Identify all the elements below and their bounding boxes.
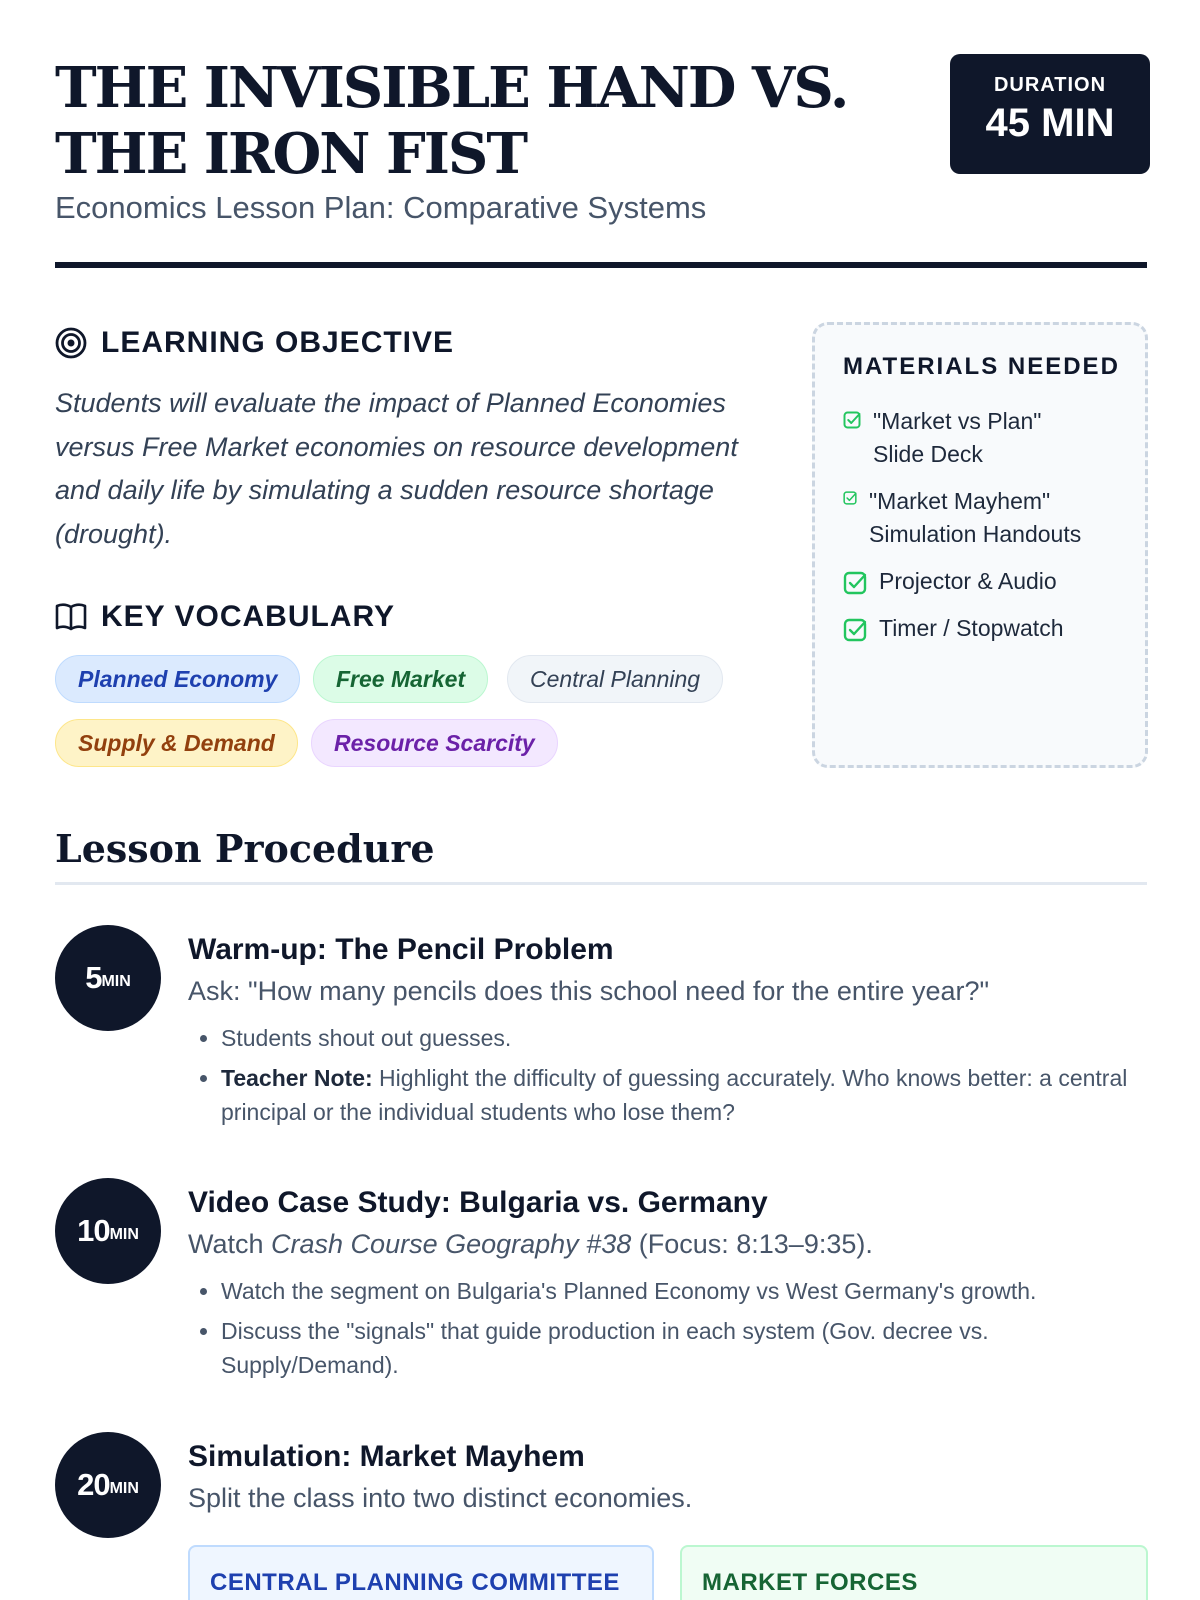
materials-item-label: Timer / Stopwatch [879,615,1064,641]
step-body [188,1186,1147,1388]
header-divider [55,262,1147,268]
materials-item [843,612,1133,645]
duration-value: 45 MIN [985,101,1115,145]
step-unit: MIN [109,1480,139,1497]
vocab-tag: Central Planning [507,655,723,703]
central-planning-group: CENTRAL PLANNING COMMITTEE [188,1545,654,1600]
step-bullets [188,1021,1147,1129]
teacher-note-label: Teacher Note: [221,1065,373,1091]
vocab-tag: Resource Scarcity [311,719,558,767]
target-icon [55,327,87,359]
page-title: THE INVISIBLE HAND VS. THE IRON FIST [55,55,848,187]
check-square-icon [843,618,867,642]
step-body [188,1440,1147,1514]
step-bullet [221,1061,1147,1129]
vocab-tag: Free Market [313,655,488,703]
desc-prefix: Watch [188,1229,272,1259]
objective-heading [55,326,454,360]
step-bullet: • Discuss the "signals" that guide production in each system (Gov. decree vs. Supply/Demand). [221,1314,1147,1382]
check-square-icon [843,411,861,429]
objective-text: Students will evaluate the impact of Planned Economies versus Free Market economies on resource development and daily life by simulating a sudden resource shortage (drought). [55,388,738,549]
materials-item [843,405,1073,471]
step-description: Split the class into two distinct economies. [188,1483,693,1513]
step-time-badge [55,1432,161,1538]
step-bullets [188,1274,1147,1382]
materials-item [843,565,1133,598]
duration-badge [950,54,1150,174]
duration-label: DURATION [993,74,1107,96]
step-time-badge [55,1178,161,1284]
step-minutes: 20 [77,1467,110,1502]
step-body [188,933,1147,1135]
step-bullet: • Students shout out guesses. [221,1021,1147,1055]
check-square-icon [843,571,867,595]
step-minutes: 5 [85,960,102,995]
step-unit: MIN [109,1226,139,1243]
materials-item-label: Projector & Audio [879,568,1057,594]
materials-item [843,485,1113,551]
procedure-divider [55,882,1147,885]
vocab-tag: Planned Economy [55,655,300,703]
step-title: Warm-up: The Pencil Problem [188,933,614,966]
page-subtitle: Economics Lesson Plan: Comparative Systems [55,190,707,225]
vocab-tag: Supply & Demand [55,719,298,767]
step-unit: MIN [101,973,131,990]
step-time-badge [55,925,161,1031]
teacher-note-text: Highlight the difficulty of guessing accurately. Who knows better: a central principal or the individual students who lose them? [221,1065,1128,1125]
materials-panel [812,322,1148,768]
step-title: Video Case Study: Bulgaria vs. Germany [188,1186,768,1219]
procedure-heading: Lesson Procedure [55,826,435,871]
video-title: Crash Course Geography #38 [271,1229,632,1259]
check-square-icon [843,491,857,505]
materials-item-label: "Market Mayhem" Simulation Handouts [869,488,1082,547]
market-forces-group: MARKET FORCES [680,1545,1148,1600]
vocabulary-heading-text: KEY VOCABULARY [101,600,396,633]
desc-suffix: (Focus: 8:13–9:35). [631,1229,873,1259]
materials-item-label: "Market vs Plan" Slide Deck [873,408,1042,467]
step-minutes: 10 [77,1213,110,1248]
book-icon [55,602,87,632]
objective-heading-text: LEARNING OBJECTIVE [101,326,455,359]
step-description [188,1229,1147,1260]
step-bullet: • Watch the segment on Bulgaria's Planned Economy vs West Germany's growth. [221,1274,1147,1308]
materials-heading: MATERIALS NEEDED [843,353,1120,380]
vocabulary-heading [55,600,395,634]
step-description: Ask: "How many pencils does this school need for the entire year?" [188,976,990,1006]
step-title: Simulation: Market Mayhem [188,1440,585,1473]
